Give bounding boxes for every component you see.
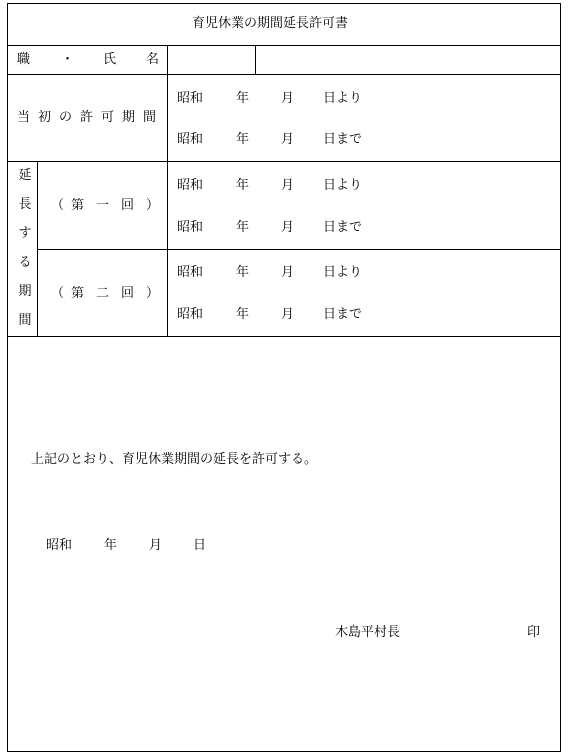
first-extension-label-char: ） xyxy=(146,198,160,213)
first-to-month: 月 xyxy=(281,220,295,235)
second-from-month: 月 xyxy=(281,265,295,280)
name-label-char: 氏 xyxy=(103,52,117,67)
page-title: 育児休業の期間延長許可書 xyxy=(192,16,349,31)
second-to-day: 日まで xyxy=(323,307,363,322)
second-from-day: 日より xyxy=(323,265,363,280)
first-extension-label-char: 一 xyxy=(96,198,110,213)
rule-extension-bottom xyxy=(7,336,561,337)
first-extension-label-char: （ xyxy=(51,198,65,213)
second-from-era: 昭和 xyxy=(177,265,204,280)
extension-label-char: す xyxy=(18,226,32,241)
permit-statement: 上記のとおり、育児休業期間の延長を許可する。 xyxy=(31,452,318,467)
first-extension-label-char: 回 xyxy=(121,198,135,213)
original-to-year: 年 xyxy=(236,132,250,147)
rule-label-column xyxy=(167,45,168,336)
extension-label-char: 延 xyxy=(18,168,32,183)
original-period-label-char: の xyxy=(59,110,73,125)
original-period-label-char: 当 xyxy=(17,110,31,125)
name-label-char: 職 xyxy=(17,52,31,67)
original-to-era: 昭和 xyxy=(177,132,204,147)
second-extension-label-char: 第 xyxy=(71,286,85,301)
name-label-char: 名 xyxy=(146,52,160,67)
rule-first-bottom xyxy=(37,249,561,250)
first-to-day: 日まで xyxy=(323,220,363,235)
second-extension-label-char: （ xyxy=(51,286,65,301)
issue-date-year: 年 xyxy=(104,538,118,553)
original-period-label-char: 初 xyxy=(38,110,52,125)
original-period-label-char: 可 xyxy=(101,110,115,125)
original-period-label-char: 許 xyxy=(80,110,94,125)
original-to-day: 日まで xyxy=(323,132,363,147)
issue-date-day: 日 xyxy=(193,538,207,553)
second-extension-label-char: 回 xyxy=(121,286,135,301)
original-period-label-char: 間 xyxy=(143,110,157,125)
extension-label-char: る xyxy=(18,255,32,270)
first-to-year: 年 xyxy=(236,220,250,235)
original-from-era: 昭和 xyxy=(177,91,204,106)
name-field[interactable] xyxy=(256,46,560,74)
signatory-title: 木島平村長 xyxy=(335,625,401,640)
rule-name-bottom xyxy=(7,74,561,75)
first-from-month: 月 xyxy=(281,178,295,193)
name-label-char: ・ xyxy=(61,52,75,67)
extension-period-label xyxy=(17,168,33,342)
first-from-year: 年 xyxy=(236,178,250,193)
second-to-year: 年 xyxy=(236,307,250,322)
seal-mark: 印 xyxy=(527,625,541,640)
second-to-era: 昭和 xyxy=(177,307,204,322)
position-field[interactable] xyxy=(168,46,255,74)
extension-label-char: 期 xyxy=(18,284,32,299)
second-extension-label-char: 二 xyxy=(96,286,110,301)
issue-date-era: 昭和 xyxy=(46,538,73,553)
second-to-month: 月 xyxy=(281,307,295,322)
original-from-day: 日より xyxy=(323,91,363,106)
second-from-year: 年 xyxy=(236,265,250,280)
rule-original-bottom xyxy=(7,161,561,162)
second-extension-label-char: ） xyxy=(146,286,160,301)
first-to-era: 昭和 xyxy=(177,220,204,235)
first-from-era: 昭和 xyxy=(177,178,204,193)
rule-extension-label xyxy=(37,161,38,336)
original-from-month: 月 xyxy=(281,91,295,106)
first-from-day: 日より xyxy=(323,178,363,193)
original-period-label-char: 期 xyxy=(122,110,136,125)
issue-date-month: 月 xyxy=(149,538,163,553)
original-from-year: 年 xyxy=(236,91,250,106)
extension-label-char: 長 xyxy=(18,197,32,212)
first-extension-label-char: 第 xyxy=(71,198,85,213)
extension-label-char: 間 xyxy=(18,313,32,328)
original-to-month: 月 xyxy=(281,132,295,147)
